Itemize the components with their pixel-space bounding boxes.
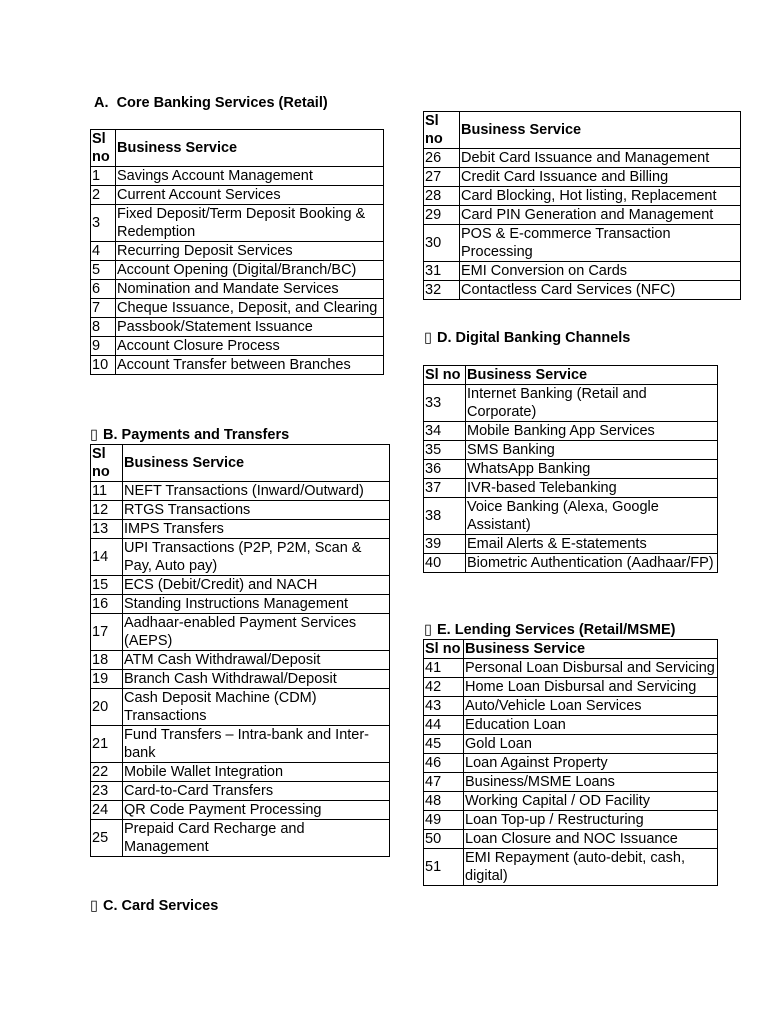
table-row [424,168,741,187]
sl-no-cell: 47 [424,773,464,792]
missing-glyph-icon: ▯ [424,622,432,638]
business-service-cell: Loan Against Property [464,754,718,773]
table-row [91,595,390,614]
table-row [424,262,741,281]
business-service-cell: Recurring Deposit Services [116,242,384,261]
business-service-cell: Personal Loan Disbursal and Servicing [464,659,718,678]
sl-no-cell: 15 [91,576,123,595]
section-a-prefix: A. [94,95,109,111]
sl-no-cell: 21 [91,726,123,763]
card-services-table [423,111,741,300]
sl-no-cell: 10 [91,356,116,375]
sl-no-cell: 34 [424,422,466,441]
sl-no-cell: 43 [424,697,464,716]
sl-no-cell: 3 [91,205,116,242]
table-row [91,670,390,689]
table-row [91,576,390,595]
business-service-cell: Fixed Deposit/Term Deposit Booking & Redemption [116,205,384,242]
business-service-cell: Card-to-Card Transfers [123,782,390,801]
sl-no-cell: 48 [424,792,464,811]
table-row [424,697,718,716]
business-service-cell: Voice Banking (Alexa, Google Assistant) [466,498,718,535]
sl-no-cell: 37 [424,479,466,498]
business-service-cell: Cheque Issuance, Deposit, and Clearing [116,299,384,318]
sl-no-cell: 4 [91,242,116,261]
table-row [91,299,384,318]
digital-banking-table [423,365,718,573]
table-row [424,281,741,300]
business-service-cell: Aadhaar-enabled Payment Services (AEPS) [123,614,390,651]
table-header-row [424,366,718,385]
table-row [424,773,718,792]
sl-no-cell: 49 [424,811,464,830]
section-c-title: C. Card Services [103,898,219,914]
header-sl-no: Sl no [424,112,460,149]
table-row [91,726,390,763]
sl-no-cell: 6 [91,280,116,299]
header-business-service: Business Service [460,112,741,149]
table-header-row [424,640,718,659]
sl-no-cell: 20 [91,689,123,726]
table-row [91,539,390,576]
table-row [91,356,384,375]
business-service-cell: IVR-based Telebanking [466,479,718,498]
sl-no-cell: 26 [424,149,460,168]
sl-no-cell: 2 [91,186,116,205]
business-service-cell: Loan Top-up / Restructuring [464,811,718,830]
sl-no-cell: 40 [424,554,466,573]
section-a-heading [94,94,328,112]
table-row [424,441,718,460]
business-service-cell: Working Capital / OD Facility [464,792,718,811]
business-service-cell: Standing Instructions Management [123,595,390,614]
sl-no-cell: 25 [91,820,123,857]
table-row [424,225,741,262]
header-business-service: Business Service [464,640,718,659]
business-service-cell: RTGS Transactions [123,501,390,520]
section-d-title: D. Digital Banking Channels [437,330,631,346]
payments-table [90,444,390,857]
sl-no-cell: 12 [91,501,123,520]
sl-no-cell: 46 [424,754,464,773]
table-row [91,167,384,186]
sl-no-cell: 13 [91,520,123,539]
table-row [91,689,390,726]
sl-no-cell: 11 [91,482,123,501]
table-row [424,187,741,206]
table-row [91,242,384,261]
section-e-heading [424,621,676,639]
table-row [91,318,384,337]
lending-table [423,639,718,886]
table-row [424,849,718,886]
business-service-cell: Nomination and Mandate Services [116,280,384,299]
business-service-cell: SMS Banking [466,441,718,460]
business-service-cell: ATM Cash Withdrawal/Deposit [123,651,390,670]
sl-no-cell: 30 [424,225,460,262]
sl-no-cell: 51 [424,849,464,886]
table-row [424,498,718,535]
sl-no-cell: 8 [91,318,116,337]
table-row [424,422,718,441]
missing-glyph-icon: ▯ [90,427,98,443]
business-service-cell: Account Closure Process [116,337,384,356]
sl-no-cell: 1 [91,167,116,186]
business-service-cell: Education Loan [464,716,718,735]
business-service-cell: Biometric Authentication (Aadhaar/FP) [466,554,718,573]
business-service-cell: Internet Banking (Retail and Corporate) [466,385,718,422]
table-row [424,735,718,754]
sl-no-cell: 22 [91,763,123,782]
table-row [91,205,384,242]
business-service-cell: Mobile Banking App Services [466,422,718,441]
table-row [424,149,741,168]
business-service-cell: WhatsApp Banking [466,460,718,479]
sl-no-cell: 27 [424,168,460,187]
table-row [91,520,390,539]
table-row [91,782,390,801]
business-service-cell: IMPS Transfers [123,520,390,539]
sl-no-cell: 7 [91,299,116,318]
sl-no-cell: 39 [424,535,466,554]
business-service-cell: Branch Cash Withdrawal/Deposit [123,670,390,689]
sl-no-cell: 36 [424,460,466,479]
sl-no-cell: 32 [424,281,460,300]
section-d-heading [424,329,630,347]
table-row [91,820,390,857]
business-service-cell: Auto/Vehicle Loan Services [464,697,718,716]
sl-no-cell: 33 [424,385,466,422]
section-e-title: E. Lending Services (Retail/MSME) [437,622,676,638]
business-service-cell: Email Alerts & E-statements [466,535,718,554]
missing-glyph-icon: ▯ [90,898,98,914]
business-service-cell: Account Opening (Digital/Branch/BC) [116,261,384,280]
table-row [91,337,384,356]
sl-no-cell: 17 [91,614,123,651]
sl-no-cell: 28 [424,187,460,206]
business-service-cell: Debit Card Issuance and Management [460,149,741,168]
table-row [424,460,718,479]
sl-no-cell: 19 [91,670,123,689]
table-row [424,554,718,573]
sl-no-cell: 18 [91,651,123,670]
sl-no-cell: 23 [91,782,123,801]
section-b-title: B. Payments and Transfers [103,427,290,443]
header-business-service: Business Service [123,445,390,482]
sl-no-cell: 44 [424,716,464,735]
sl-no-cell: 38 [424,498,466,535]
sl-no-cell: 41 [424,659,464,678]
table-row [91,801,390,820]
header-sl-no: Sl no [91,130,116,167]
business-service-cell: Passbook/Statement Issuance [116,318,384,337]
table-row [91,501,390,520]
sl-no-cell: 35 [424,441,466,460]
table-header-row [91,130,384,167]
business-service-cell: Business/MSME Loans [464,773,718,792]
business-service-cell: Cash Deposit Machine (CDM) Transactions [123,689,390,726]
business-service-cell: Loan Closure and NOC Issuance [464,830,718,849]
table-row [424,659,718,678]
business-service-cell: Mobile Wallet Integration [123,763,390,782]
table-row [91,186,384,205]
sl-no-cell: 50 [424,830,464,849]
sl-no-cell: 16 [91,595,123,614]
table-row [424,754,718,773]
business-service-cell: Credit Card Issuance and Billing [460,168,741,187]
sl-no-cell: 14 [91,539,123,576]
business-service-cell: POS & E-commerce Transaction Processing [460,225,741,262]
business-service-cell: UPI Transactions (P2P, P2M, Scan & Pay, Auto pay) [123,539,390,576]
business-service-cell: Card Blocking, Hot listing, Replacement [460,187,741,206]
table-row [91,280,384,299]
table-header-row [91,445,390,482]
business-service-cell: EMI Conversion on Cards [460,262,741,281]
table-row [424,479,718,498]
table-row [424,535,718,554]
table-row [91,482,390,501]
sl-no-cell: 45 [424,735,464,754]
business-service-cell: Fund Transfers – Intra-bank and Inter-bank [123,726,390,763]
sl-no-cell: 29 [424,206,460,225]
business-service-cell: Savings Account Management [116,167,384,186]
business-service-cell: Prepaid Card Recharge and Management [123,820,390,857]
core-banking-table [90,129,384,375]
business-service-cell: EMI Repayment (auto-debit, cash, digital) [464,849,718,886]
table-row [424,385,718,422]
sl-no-cell: 5 [91,261,116,280]
business-service-cell: Contactless Card Services (NFC) [460,281,741,300]
business-service-cell: Account Transfer between Branches [116,356,384,375]
table-row [424,811,718,830]
table-row [424,830,718,849]
section-c-heading [90,897,218,915]
header-sl-no: Sl no [424,366,466,385]
sl-no-cell: 9 [91,337,116,356]
table-row [424,716,718,735]
sl-no-cell: 31 [424,262,460,281]
business-service-cell: Gold Loan [464,735,718,754]
table-row [91,614,390,651]
business-service-cell: Current Account Services [116,186,384,205]
section-a-title: Core Banking Services (Retail) [116,95,328,111]
table-row [91,651,390,670]
missing-glyph-icon: ▯ [424,330,432,346]
sl-no-cell: 42 [424,678,464,697]
sl-no-cell: 24 [91,801,123,820]
business-service-cell: QR Code Payment Processing [123,801,390,820]
header-sl-no: Sl no [91,445,123,482]
business-service-cell: Card PIN Generation and Management [460,206,741,225]
business-service-cell: Home Loan Disbursal and Servicing [464,678,718,697]
business-service-cell: ECS (Debit/Credit) and NACH [123,576,390,595]
header-business-service: Business Service [466,366,718,385]
header-sl-no: Sl no [424,640,464,659]
section-b-heading [90,426,289,444]
table-row [424,206,741,225]
header-business-service: Business Service [116,130,384,167]
table-row [91,261,384,280]
business-service-cell: NEFT Transactions (Inward/Outward) [123,482,390,501]
table-header-row [424,112,741,149]
table-row [424,792,718,811]
table-row [424,678,718,697]
table-row [91,763,390,782]
